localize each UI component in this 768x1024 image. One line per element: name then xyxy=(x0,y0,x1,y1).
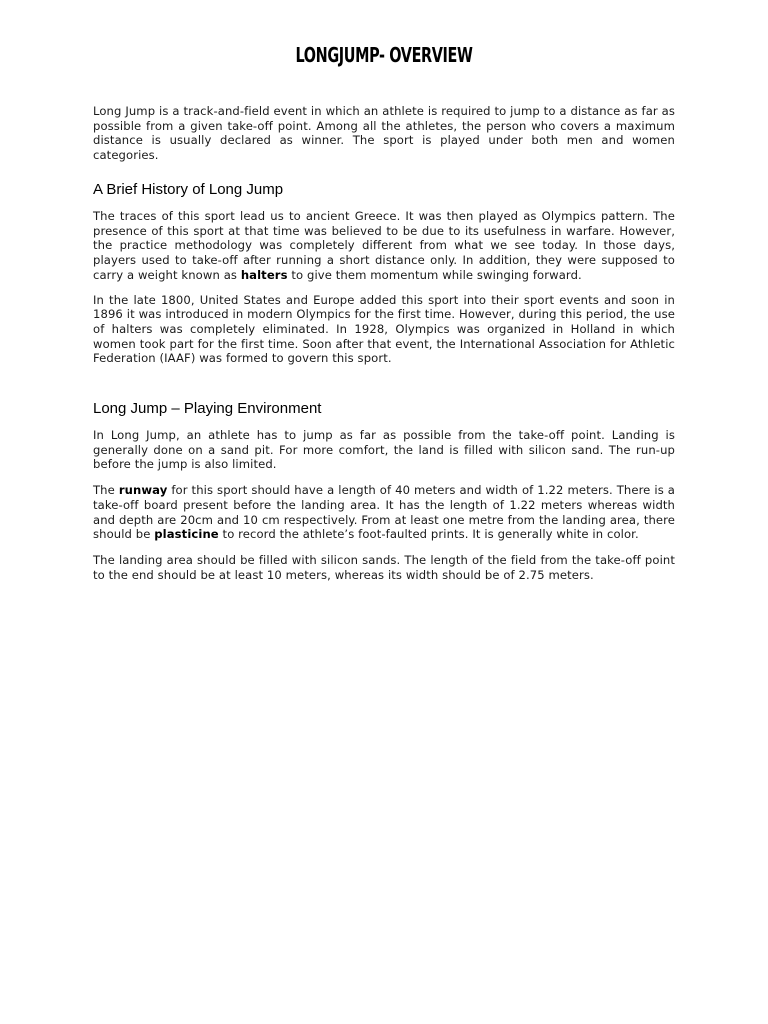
runway-term: runway xyxy=(118,483,168,498)
plasticine-term: plasticine xyxy=(154,527,219,542)
environment-paragraph-2 xyxy=(93,483,675,542)
halters-term: halters xyxy=(240,267,288,282)
history-paragraph-1 xyxy=(93,209,675,283)
environment-p2-text: The xyxy=(93,483,119,498)
history-heading: A Brief History of Long Jump xyxy=(93,181,284,198)
environment-paragraph-3: The landing area should be filled with silicon sands. The length of the field from the take-off point to the end should be at least 10 meters, whereas its width should be of 2.75 meters. xyxy=(93,552,675,582)
environment-p2-text-end: to record the athlete’s foot-faulted prints. It is generally white in color. xyxy=(218,527,639,542)
environment-section xyxy=(93,400,675,582)
environment-p2-text-mid: for this sport should have a length of 40 meters and width of 1.22 meters. There is a take-off board present before the landing area. It has the length of 1.22 meters whereas width and depth are 20cm and 10 cm respectively. From at least one metre from the landing area, there should be xyxy=(93,483,675,542)
history-paragraph-2: In the late 1800, United States and Europe added this sport into their sport events and soon in 1896 it was introduced in modern Olympics for the first time. However, during this period, the use of halters was completely eliminated. In 1928, Olympics was organized in Holland in which women took part for the first time. Soon after that event, the International Association for Athletic Federation (IAAF) was formed to govern this sport. xyxy=(93,292,675,366)
intro-paragraph: Long Jump is a track-and-field event in which an athlete is required to jump to a distance as far as possible from a given take-off point. Among all the athletes, the person who covers a maximum distance is usually declared as winner. The sport is played under both men and women categories. xyxy=(93,104,675,163)
history-p1-text-end: to give them momentum while swinging forward. xyxy=(287,267,582,282)
page-title: LONGJUMP- OVERVIEW xyxy=(295,43,473,67)
history-section xyxy=(93,181,675,366)
history-p1-text: The traces of this sport lead us to ancient Greece. It was then played as Olympics pattern. The presence of this sport at that time was believed to be due to its usefulness in warfare. However, the practice methodology was completely different from what we see today. In those days, players used to take-off after running a short distance only. In addition, they were supposed to carry a weight known as xyxy=(93,209,675,282)
intro-section xyxy=(93,104,675,163)
environment-heading: Long Jump – Playing Environment xyxy=(93,400,322,417)
environment-paragraph-1: In Long Jump, an athlete has to jump as far as possible from the take-off point. Landing is generally done on a sand pit. For more comfort, the land is filled with silicon sand. The run-up before the jump is also limited. xyxy=(93,428,675,472)
